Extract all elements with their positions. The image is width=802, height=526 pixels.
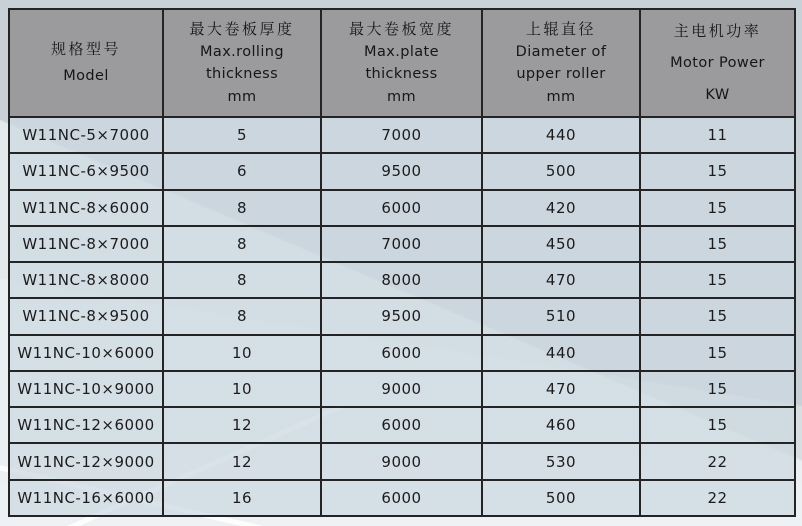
table-row	[9, 443, 795, 479]
cell-motor-power: 15	[640, 226, 795, 262]
cell-model: W11NC-10×6000	[9, 335, 163, 371]
cell-model: W11NC-12×6000	[9, 407, 163, 443]
cell-max-width: 9000	[321, 371, 482, 407]
header-model-zh: 规格型号	[50, 40, 121, 58]
table-row	[9, 226, 795, 262]
header-width-en2: thickness	[365, 66, 438, 82]
cell-motor-power: 15	[640, 407, 795, 443]
cell-roller-diameter: 470	[482, 371, 640, 407]
cell-motor-power: 15	[640, 153, 795, 189]
cell-motor-power: 22	[640, 480, 795, 516]
table-row	[9, 371, 795, 407]
table-row	[9, 117, 795, 153]
table-row	[9, 262, 795, 298]
cell-roller-diameter: 500	[482, 153, 640, 189]
col-header-roller-diameter	[482, 9, 640, 117]
cell-roller-diameter: 500	[482, 480, 640, 516]
cell-motor-power: 15	[640, 335, 795, 371]
cell-motor-power: 11	[640, 117, 795, 153]
table-row	[9, 190, 795, 226]
cell-model: W11NC-8×9500	[9, 298, 163, 334]
cell-roller-diameter: 470	[482, 262, 640, 298]
cell-max-thickness: 10	[163, 335, 321, 371]
header-power-en1: Motor Power	[670, 54, 765, 71]
table-row	[9, 153, 795, 189]
col-header-max-thickness	[163, 9, 321, 117]
cell-max-thickness: 6	[163, 153, 321, 189]
cell-model: W11NC-16×6000	[9, 480, 163, 516]
cell-max-thickness: 10	[163, 371, 321, 407]
cell-roller-diameter: 510	[482, 298, 640, 334]
table-row	[9, 335, 795, 371]
table-row	[9, 298, 795, 334]
header-width-zh: 最大卷板宽度	[348, 20, 454, 38]
table-row	[9, 480, 795, 516]
cell-max-thickness: 8	[163, 262, 321, 298]
col-header-model	[9, 9, 163, 117]
cell-roller-diameter: 440	[482, 117, 640, 153]
cell-roller-diameter: 440	[482, 335, 640, 371]
cell-model: W11NC-8×7000	[9, 226, 163, 262]
header-roller-zh: 上辊直径	[525, 20, 596, 38]
cell-roller-diameter: 420	[482, 190, 640, 226]
header-thickness-en1: Max.rolling	[200, 43, 284, 60]
header-power-zh: 主电机功率	[673, 22, 762, 40]
col-header-max-width	[321, 9, 482, 117]
cell-model: W11NC-6×9500	[9, 153, 163, 189]
cell-max-width: 8000	[321, 262, 482, 298]
cell-max-width: 9500	[321, 153, 482, 189]
cell-max-thickness: 12	[163, 443, 321, 479]
header-power-unit: KW	[705, 86, 730, 103]
header-thickness-en2: thickness	[205, 66, 279, 82]
cell-max-width: 6000	[321, 407, 482, 443]
cell-motor-power: 15	[640, 262, 795, 298]
cell-max-thickness: 16	[163, 480, 321, 516]
header-width-en1: Max.plate	[364, 43, 439, 60]
cell-max-width: 6000	[321, 335, 482, 371]
cell-motor-power: 15	[640, 298, 795, 334]
cell-max-thickness: 5	[163, 117, 321, 153]
cell-max-thickness: 12	[163, 407, 321, 443]
table-header-row	[9, 9, 795, 117]
cell-model: W11NC-12×9000	[9, 443, 163, 479]
cell-roller-diameter: 530	[482, 443, 640, 479]
header-thickness-unit: mm	[227, 88, 257, 105]
cell-max-width: 7000	[321, 117, 482, 153]
cell-max-width: 9000	[321, 443, 482, 479]
cell-motor-power: 22	[640, 443, 795, 479]
cell-model: W11NC-8×6000	[9, 190, 163, 226]
header-width-unit: mm	[386, 88, 417, 105]
cell-max-width: 6000	[321, 480, 482, 516]
cell-roller-diameter: 450	[482, 226, 640, 262]
cell-motor-power: 15	[640, 371, 795, 407]
cell-max-width: 6000	[321, 190, 482, 226]
header-roller-unit: mm	[546, 88, 576, 105]
cell-roller-diameter: 460	[482, 407, 640, 443]
col-header-motor-power	[640, 9, 795, 117]
cell-max-thickness: 8	[163, 190, 321, 226]
cell-max-thickness: 8	[163, 298, 321, 334]
cell-max-width: 9500	[321, 298, 482, 334]
cell-motor-power: 15	[640, 190, 795, 226]
cell-max-width: 7000	[321, 226, 482, 262]
cell-model: W11NC-5×7000	[9, 117, 163, 153]
cell-model: W11NC-8×8000	[9, 262, 163, 298]
spec-table	[8, 8, 796, 517]
cell-max-thickness: 8	[163, 226, 321, 262]
cell-model: W11NC-10×9000	[9, 371, 163, 407]
spec-table-body	[9, 117, 795, 516]
header-model-en: Model	[63, 68, 109, 84]
header-roller-en1: Diameter of	[515, 43, 607, 60]
header-roller-en2: upper roller	[516, 66, 606, 82]
table-row	[9, 407, 795, 443]
header-thickness-zh: 最大卷板厚度	[189, 20, 295, 38]
